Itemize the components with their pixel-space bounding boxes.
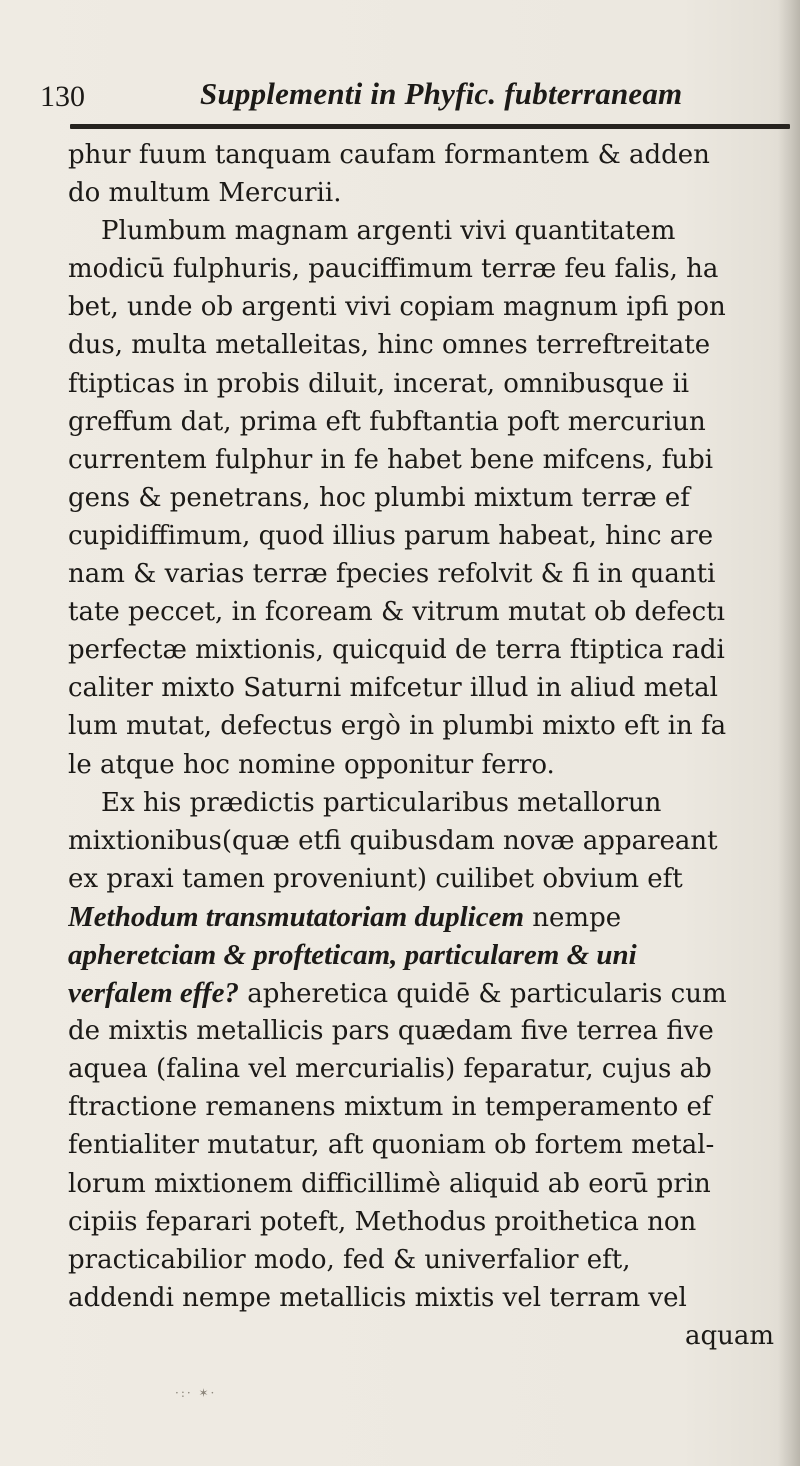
text-line: cupidiffimum, quod illius parum habeat, hinc are <box>68 520 714 551</box>
text-line: fentialiter mutatur, aft quoniam ob fortem metal- <box>68 1130 715 1161</box>
text-line: perfectæ mixtionis, quicquid de terra ftiptica radi <box>68 635 725 666</box>
text-line: do multum Mercurii. <box>68 178 342 209</box>
text-line: addendi nempe metallicis mixtis vel terram vel <box>68 1282 687 1313</box>
roman-segment: apheretica quidē & particularis cum <box>238 979 727 1010</box>
body-text <box>68 136 794 1355</box>
italic-segment: Methodum transmutatoriam duplicem <box>68 900 525 933</box>
text-line: lum mutat, defectus ergò in plumbi mixto eft in fa <box>68 711 727 742</box>
text-line: ex praxi tamen proveniunt) cuilibet obvium eft <box>68 863 683 894</box>
text-line: dus, multa metalleitas, hinc omnes terreftreitate <box>68 330 711 361</box>
text-line: tate peccet, in fcoream & vitrum mutat ob defectı <box>68 597 725 628</box>
page-edge-shadow <box>778 0 800 1466</box>
text-line: currentem fulphur in fe habet bene mifcens, fubi <box>68 444 714 475</box>
text-line: greffum dat, prima eft fubftantia poft mercuriun <box>68 406 706 437</box>
text-line: gens & penetrans, hoc plumbi mixtum terræ ef <box>68 482 690 513</box>
roman-segment: nempe <box>524 902 622 933</box>
text-line: cipiis feparari poteft, Methodus proithetica non <box>68 1206 697 1237</box>
text-line: lorum mixtionem difficillimè aliquid ab eorū prin <box>68 1168 711 1199</box>
text-line-mixed <box>68 936 794 974</box>
text-line: phur fuum tanquam caufam formantem & adden <box>68 140 710 170</box>
text-line: caliter mixto Saturni mifcetur illud in aliud metal <box>68 673 718 704</box>
italic-segment: verfalem effe? <box>68 977 239 1010</box>
text-line: ftractione remanens mixtum in temperamento ef <box>68 1092 712 1123</box>
catchword: aquam <box>684 1320 774 1351</box>
header-rule <box>70 124 790 129</box>
text-line: le atque hoc nomine opponitur ferro. <box>68 749 555 780</box>
text-line-mixed <box>68 898 794 936</box>
italic-segment: apheretciam & profteticam, particularem & uni <box>68 938 637 971</box>
text-line: aquea (falina vel mercurialis) feparatur, cujus ab <box>68 1054 712 1085</box>
text-line: mixtionibus(quæ etfi quibusdam novæ appareant <box>68 825 718 856</box>
text-line-mixed <box>68 974 794 1012</box>
page-header <box>40 76 780 116</box>
text-line: Ex his prædictis particularibus metallorun <box>68 787 662 818</box>
text-line: modicū fulphuris, pauciffimum terræ feu falis, ha <box>68 254 719 285</box>
running-title: Supplementi in Phyfic. fubterraneam <box>200 76 683 111</box>
text-line: Plumbum magnam argenti vivi quantitatem <box>68 216 676 247</box>
text-line: bet, unde ob argenti vivi copiam magnum ipfi pon <box>68 292 726 323</box>
text-line: ftipticas in probis diluit, incerat, omnibusque ii <box>68 368 690 399</box>
text-line: de mixtis metallicis pars quædam five terrea five <box>68 1016 714 1047</box>
text-line: practicabilior modo, fed & univerfalior eft, <box>68 1244 631 1275</box>
page-number: 130 <box>40 80 85 113</box>
ink-smudge: ·:· ✶· <box>175 1386 217 1400</box>
text-line: nam & varias terræ fpecies refolvit & fi in quanti <box>68 559 716 590</box>
